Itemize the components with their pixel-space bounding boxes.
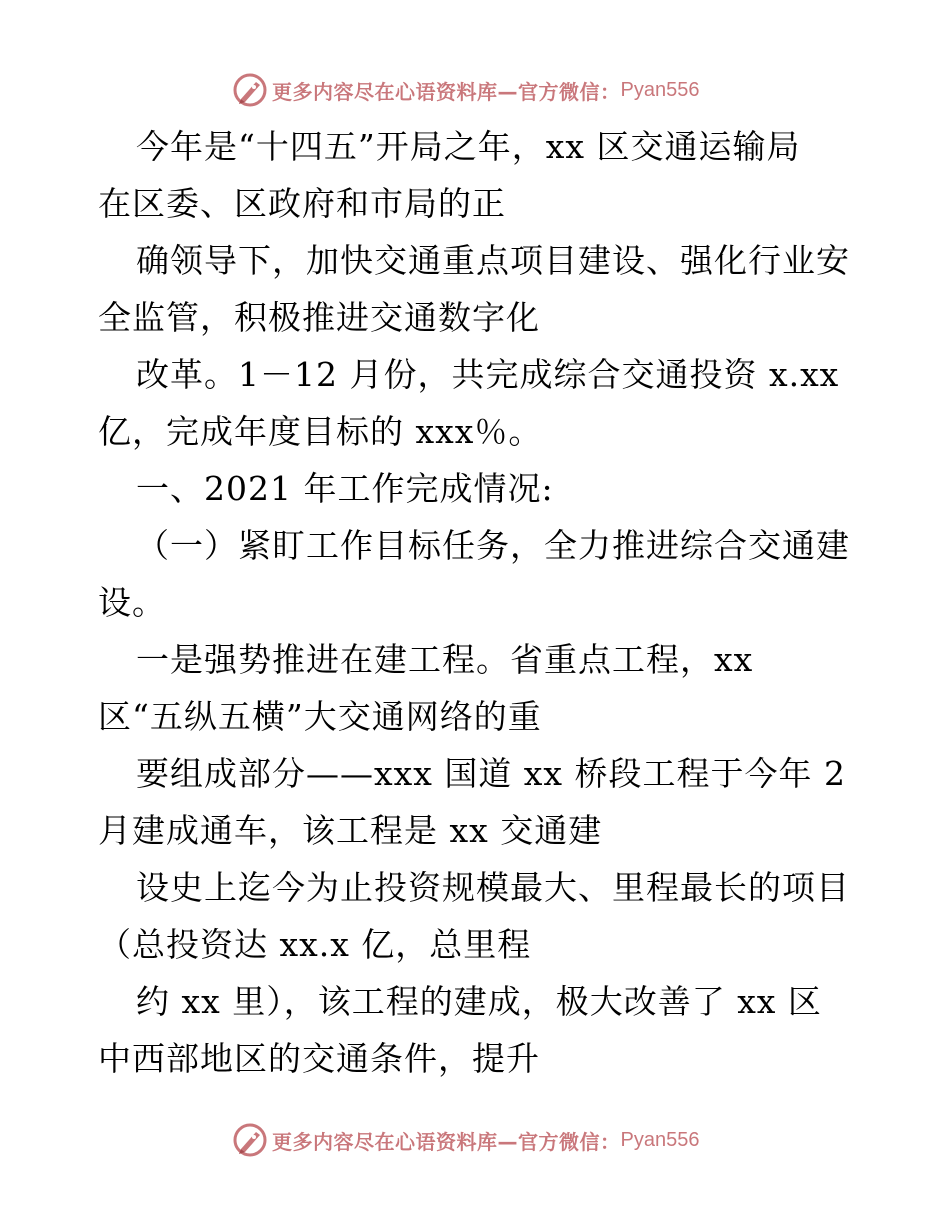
text-line: （总投资达 xx.x 亿，总里程 [98,925,532,964]
pen-logo-icon [232,72,268,108]
watermark-text: 更多内容尽在心语资料库—官方微信： [272,1129,621,1154]
text-line: 设史上迄今为止投资规模最大、里程最长的项目 [136,868,850,907]
section-heading: 一、2021 年工作完成情况: [136,469,554,508]
text-line: 一是强势推进在建工程。省重点工程，xx [136,640,754,679]
document-body [98,118,858,1087]
text-line: 今年是“十四五”开局之年，xx 区交通运输局 [136,127,801,166]
footer-watermark [232,1120,712,1160]
wechat-id: Pyan556 [620,1128,700,1151]
text-line: 亿，完成年度目标的 xxx％。 [98,412,543,451]
text-line: 设。 [98,583,166,622]
text-line: 区“五纵五横”大交通网络的重 [98,697,542,736]
text-line: 要组成部分——xxx 国道 xx 桥段工程于今年 2 [136,754,847,793]
subsection-heading: （一）紧盯工作目标任务，全力推进综合交通建 [136,526,850,565]
pen-logo-icon [232,1122,268,1158]
text-line: 约 xx 里），该工程的建成，极大改善了 xx 区 [136,982,822,1021]
watermark-text: 更多内容尽在心语资料库—官方微信： [272,79,621,104]
header-watermark [232,70,712,110]
text-line: 中西部地区的交通条件，提升 [98,1039,540,1078]
text-line: 全监管，积极推进交通数字化 [98,298,540,337]
text-line: 在区委、区政府和市局的正 [98,184,506,223]
text-line: 确领导下，加快交通重点项目建设、强化行业安 [136,241,850,280]
text-line: 月建成通车，该工程是 xx 交通建 [98,811,603,850]
text-line: 改革。1－12 月份，共完成综合交通投资 x.xx [136,355,840,394]
wechat-id: Pyan556 [620,78,700,101]
